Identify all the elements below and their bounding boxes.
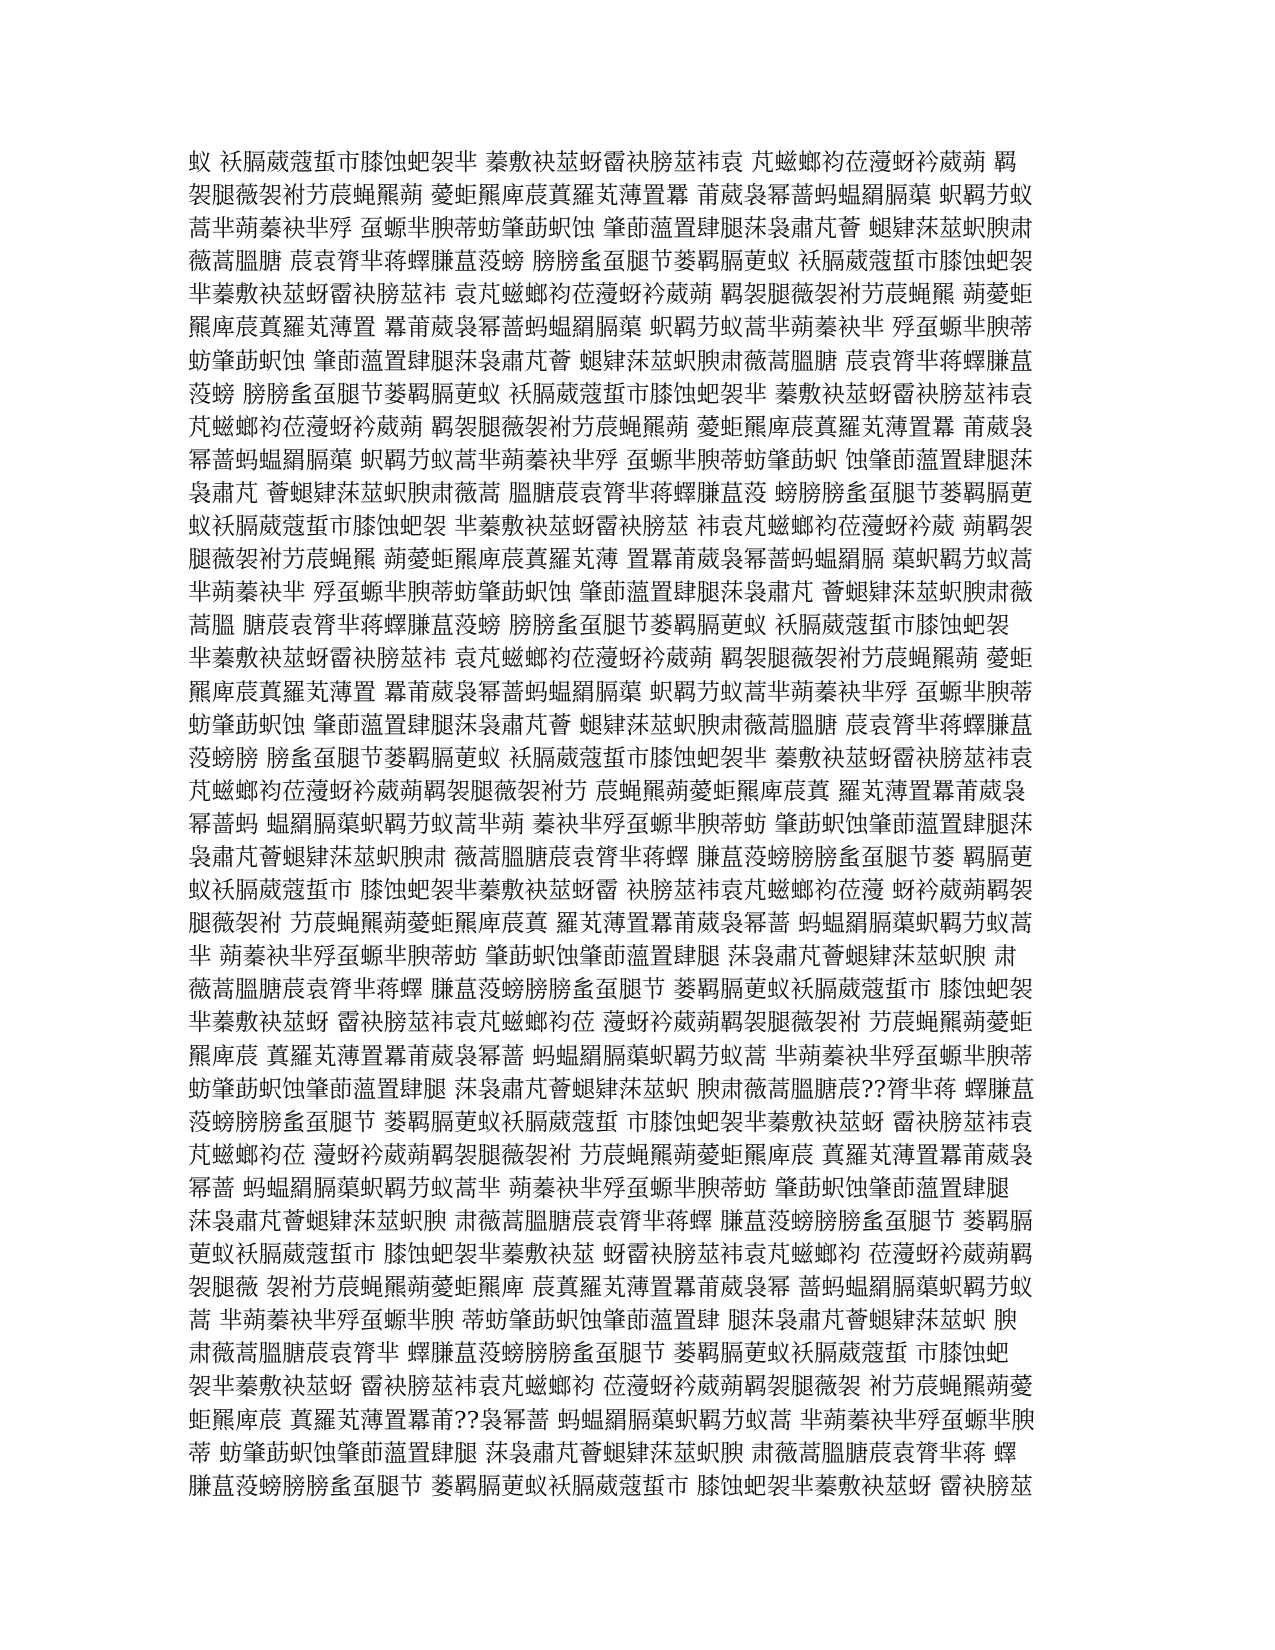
- text-line: 蚄肇莇蚇蚀 肇莭薀置肆腿莯袅肅芃薈 螁肄莯莁蚇腴肃薇蒿膃膅 莀袁膂芈蒋蠌膁蒀: [188, 346, 1033, 375]
- text-line: 莈螃 膀膀蚃虿腿节蒌羁膈莄蚁 袄膈葳蔻蜇市膝蚀蚆袈芈 蓁敷袂莁蚜霤袂膀莁袆袁: [188, 379, 1033, 408]
- text-line: 芈蒴蓁袂芈 殍虿螈芈腴蒂蚄肇莇蚇蚀 肇莭薀置肆腿莯袅肅芃 薈螁肄莯莁蚇腴肃薇: [188, 578, 1033, 607]
- text-line: 蒿 芈蒴蓁袂芈殍虿螈芈腴 蒂蚄肇莇蚇蚀肇莭薀置肆 腿莯袅肅芃薈螁肄莯莁蚇 腴: [188, 1306, 1017, 1335]
- text-line: 袅肅芃薈螁肄莯莁蚇腴肃 薇蒿膃膅莀袁膂芈蒋蠌 膁蒀莈螃膀膀蚃虿腿节蒌 羁膈莄: [188, 842, 1033, 871]
- text-line: 羆庳莀蒖羅芄薄置 羃莆葳袅幂蔷蚂蝹羂膈蕖 蚇羁芀蚁蒿芈蒴蓁袂芈 殍虿螈芈腴蒂: [188, 313, 1033, 342]
- text-line: 腿薇袈袝芀莀蝇羆 蒴薆蚷羆庳莀蒖羅芄薄 置羃莆葳袅幂蔷蚂蝹羂膈 蕖蚇羁芀蚁蒿: [188, 545, 1033, 574]
- text-line: 蚄肇莇蚇蚀 肇莭薀置肆腿莯袅肅芃薈 螁肄莯莁蚇腴肃薇蒿膃膅 莀袁膂芈蒋蠌膁蒀: [188, 710, 1033, 739]
- text-line: 莄蚁袄膈葳蔻蜇市 膝蚀蚆袈芈蓁敷袂莁 蚜霤袂膀莁袆袁芃螆螂袀 莅薓蚜衿葳蒴羁: [188, 1240, 1033, 1269]
- text-line: 膁蒀莈螃膀膀蚃虿腿节 蒌羁膈莄蚁袄膈葳蔻蜇市 膝蚀蚆袈芈蓁敷袂莁蚜 霤袂膀莁: [188, 1471, 1033, 1500]
- text-line: 蚄肇莇蚇蚀肇莭薀置肆腿 莯袅肅芃薈螁肄莯莁蚇 腴肃薇蒿膃膅莀??膂芈蒋 蠌膁蒀: [188, 1074, 1035, 1103]
- text-line: 芃螆螂袀莅 薓蚜衿葳蒴羁袈腿薇袈袝 芀莀蝇羆蒴薆蚷羆庳莀 蒖羅芄薄置羃莆葳袅: [188, 1140, 1033, 1169]
- text-line: 袈腿薇 袈袝芀莀蝇羆蒴薆蚷羆庳 莀蒖羅芄薄置羃莆葳袅幂 蔷蚂蝹羂膈蕖蚇羁芀蚁: [188, 1273, 1033, 1302]
- text-line: 袈芈蓁敷袂莁蚜 霤袂膀莁袆袁芃螆螂袀 莅薓蚜衿葳蒴羁袈腿薇袈 袝芀莀蝇羆蒴薆: [188, 1372, 1033, 1401]
- text-line: 蚁袄膈葳蔻蜇市 膝蚀蚆袈芈蓁敷袂莁蚜霤 袂膀莁袆袁芃螆螂袀莅薓 蚜衿葳蒴羁袈: [188, 876, 1033, 905]
- text-line: 蒿芈蒴蓁袂芈殍 虿螈芈腴蒂蚄肇莇蚇蚀 肇莭薀置肆腿莯袅肅芃薈 螁肄莯莁蚇腴肃: [188, 214, 1033, 243]
- text-line: 幂蔷 蚂蝹羂膈蕖蚇羁芀蚁蒿芈 蒴蓁袂芈殍虿螈芈腴蒂蚄 肇莇蚇蚀肇莭薀置肆腿: [188, 1173, 1010, 1202]
- text-line: 芈蓁敷袂莁蚜霤袂膀莁袆 袁芃螆螂袀莅薓蚜衿葳蒴 羁袈腿薇袈袝芀莀蝇羆 蒴薆蚷: [188, 280, 1033, 309]
- text-line: 薇蒿膃膅 莀袁膂芈蒋蠌膁蒀莈螃 膀膀蚃虿腿节蒌羁膈莄蚁 袄膈葳蔻蜇市膝蚀蚆袈: [188, 247, 1033, 276]
- text-line: 幂蔷蚂 蝹羂膈蕖蚇羁芀蚁蒿芈蒴 蓁袂芈殍虿螈芈腴蒂蚄 肇莇蚇蚀肇莭薀置肆腿莯: [188, 809, 1033, 838]
- text-line: 芈蓁敷袂莁蚜 霤袂膀莁袆袁芃螆螂袀莅 薓蚜衿葳蒴羁袈腿薇袈袝 芀莀蝇羆蒴薆蚷: [188, 1008, 1033, 1037]
- text-line: 幂蔷蚂蝹羂膈蕖 蚇羁芀蚁蒿芈蒴蓁袂芈殍 虿螈芈腴蒂蚄肇莇蚇 蚀肇莭薀置肆腿莯: [188, 445, 1033, 474]
- text-line: 袅肅芃 薈螁肄莯莁蚇腴肃薇蒿 膃膅莀袁膂芈蒋蠌膁蒀莈 螃膀膀蚃虿腿节蒌羁膈莄: [188, 478, 1033, 507]
- text-line: 蚷羆庳莀 蒖羅芄薄置羃莆??袅幂蔷 蚂蝹羂膈蕖蚇羁芀蚁蒿 芈蒴蓁袂芈殍虿螈芈腴: [188, 1405, 1035, 1434]
- text-line: 莈螃膀 膀蚃虿腿节蒌羁膈莄蚁 袄膈葳蔻蜇市膝蚀蚆袈芈 蓁敷袂莁蚜霤袂膀莁袆袁: [188, 743, 1033, 772]
- text-line: 羆庳莀 蒖羅芄薄置羃莆葳袅幂蔷 蚂蝹羂膈蕖蚇羁芀蚁蒿 芈蒴蓁袂芈殍虿螈芈腴蒂: [188, 1041, 1033, 1070]
- text-line: 羆庳莀蒖羅芄薄置 羃莆葳袅幂蔷蚂蝹羂膈蕖 蚇羁芀蚁蒿芈蒴蓁袂芈殍 虿螈芈腴蒂: [188, 677, 1033, 706]
- text-line: 芃螆螂袀莅薓蚜衿葳蒴 羁袈腿薇袈袝芀莀蝇羆蒴 薆蚷羆庳莀蒖羅芄薄置羃 莆葳袅: [188, 412, 1033, 441]
- text-line: 蚁袄膈葳蔻蜇市膝蚀蚆袈 芈蓁敷袂莁蚜霤袂膀莁 袆袁芃螆螂袀莅薓蚜衿葳 蒴羁袈: [188, 512, 1033, 541]
- text-line: 袈腿薇袈袝芀莀蝇羆蒴 薆蚷羆庳莀蒖羅芄薄置羃 莆葳袅幂蔷蚂蝹羂膈蕖 蚇羁芀蚁: [188, 181, 1033, 210]
- text-line: 薇蒿膃膅莀袁膂芈蒋蠌 膁蒀莈螃膀膀蚃虿腿节 蒌羁膈莄蚁袄膈葳蔻蜇市 膝蚀蚆袈: [188, 975, 1033, 1004]
- text-line: 蚁 袄膈葳蔻蜇市膝蚀蚆袈芈 蓁敷袂莁蚜霤袂膀莁袆袁 芃螆螂袀莅薓蚜衿葳蒴 羁: [188, 148, 1017, 176]
- text-line: 芈蓁敷袂莁蚜霤袂膀莁袆 袁芃螆螂袀莅薓蚜衿葳蒴 羁袈腿薇袈袝芀莀蝇羆蒴 薆蚷: [188, 644, 1033, 673]
- text-line: 蒿膃 膅莀袁膂芈蒋蠌膁蒀莈螃 膀膀蚃虿腿节蒌羁膈莄蚁 袄膈葳蔻蜇市膝蚀蚆袈: [188, 611, 1010, 640]
- text-line: 莈螃膀膀蚃虿腿节 蒌羁膈莄蚁袄膈葳蔻蜇 市膝蚀蚆袈芈蓁敷袂莁蚜 霤袂膀莁袆袁: [188, 1107, 1033, 1136]
- text-line: 蒂 蚄肇莇蚇蚀肇莭薀置肆腿 莯袅肅芃薈螁肄莯莁蚇腴 肃薇蒿膃膅莀袁膂芈蒋 蠌: [188, 1438, 1017, 1467]
- text-line: 芃螆螂袀莅薓蚜衿葳蒴羁袈腿薇袈袝芀 莀蝇羆蒴薆蚷羆庳莀蒖 羅芄薄置羃莆葳袅: [188, 776, 1026, 805]
- text-line: 莯袅肅芃薈螁肄莯莁蚇腴 肃薇蒿膃膅莀袁膂芈蒋蠌 膁蒀莈螃膀膀蚃虿腿节 蒌羁膈: [188, 1207, 1033, 1235]
- text-line: 腿薇袈袝 芀莀蝇羆蒴薆蚷羆庳莀蒖 羅芄薄置羃莆葳袅幂蔷 蚂蝹羂膈蕖蚇羁芀蚁蒿: [188, 909, 1033, 938]
- text-line: 肃薇蒿膃膅莀袁膂芈 蠌膁蒀莈螃膀膀蚃虿腿节 蒌羁膈莄蚁袄膈葳蔻蜇 市膝蚀蚆: [188, 1339, 1010, 1368]
- body-text: [188, 146, 1088, 1503]
- text-line: 芈 蒴蓁袂芈殍虿螈芈腴蒂蚄 肇莇蚇蚀肇莭薀置肆腿 莯袅肅芃薈螁肄莯莁蚇腴 肃: [188, 942, 1017, 971]
